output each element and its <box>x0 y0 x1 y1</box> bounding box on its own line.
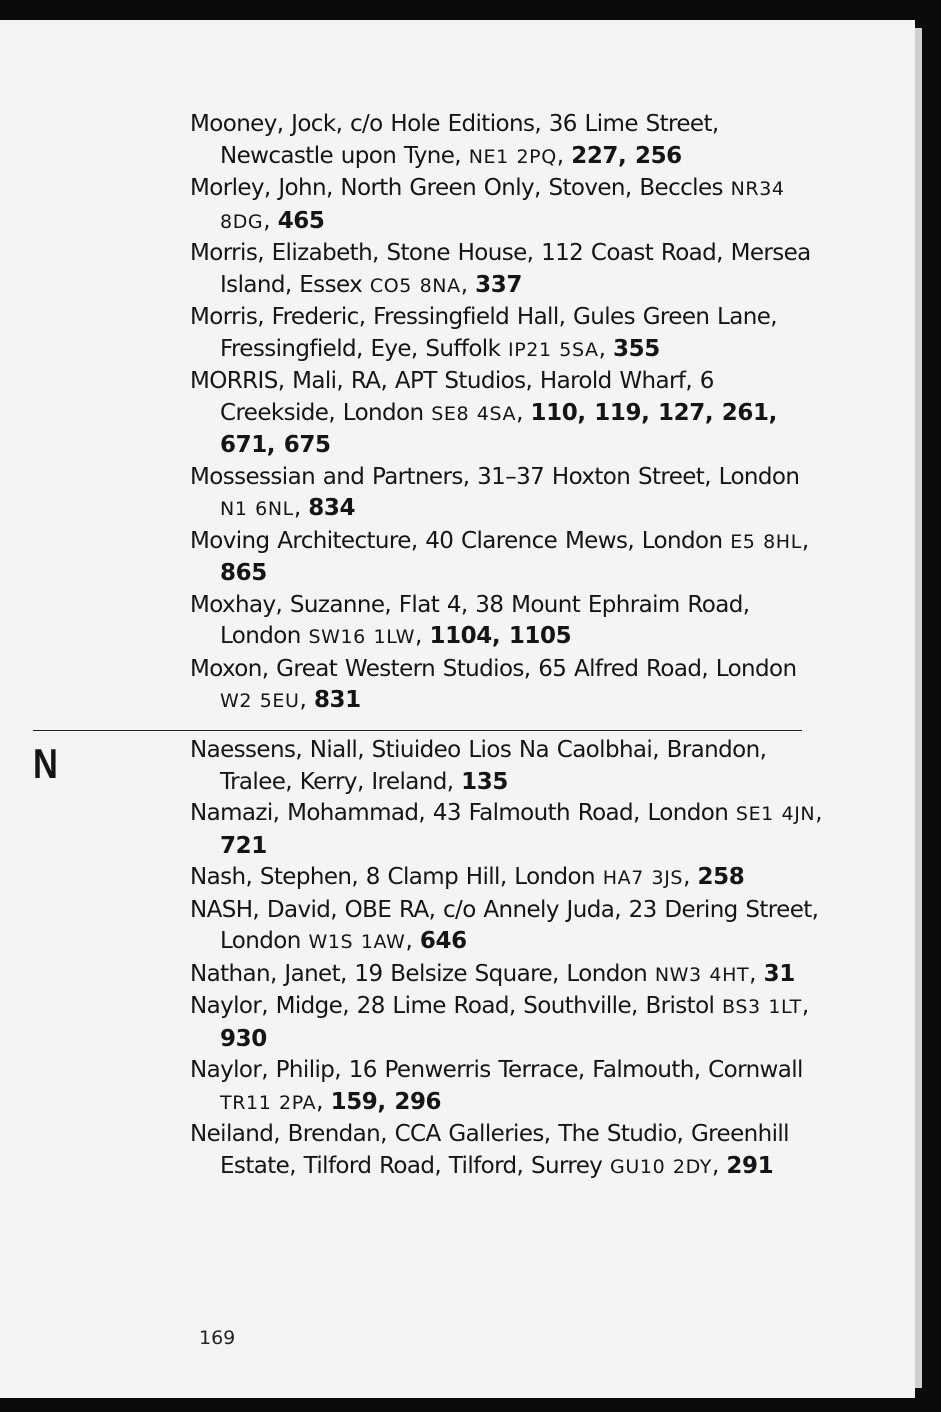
index-entry: Morris, Elizabeth, Stone House, 112 Coast Road, Mersea Island, Essex CO5 8NA, 337 <box>190 240 811 298</box>
entry-pages: 465 <box>277 207 325 234</box>
entry-pages: 337 <box>475 271 522 298</box>
entry-text: Naylor, Philip, 16 Penwerris Terrace, Falmouth, Cornwall <box>190 1057 803 1083</box>
entry-pages: 865 <box>220 560 267 586</box>
entry-text: Morris, Frederic, Fressingfield Hall, Gules Green Lane, Fressingfield, Eye, Suffolk <box>190 304 778 362</box>
entry-postcode: SE8 4SA <box>431 402 517 425</box>
entry-pages: 291 <box>726 1152 774 1179</box>
index-entry: Naylor, Philip, 16 Penwerris Terrace, Falmouth, Cornwall TR11 2PA, 159, 296 <box>190 1057 803 1115</box>
entry-pages: 31 <box>763 960 795 987</box>
index-entry: Neiland, Brendan, CCA Galleries, The Studio, Greenhill Estate, Tilford Road, Tilford, Surrey GU10 2DY, 291 <box>190 1121 789 1179</box>
section-letter: N <box>33 740 58 787</box>
entry-pages: 834 <box>308 495 356 521</box>
entry-text: Neiland, Brendan, CCA Galleries, The Studio, Greenhill Estate, Tilford Road, Tilford, Surrey <box>190 1121 789 1179</box>
index-entry: Nash, Stephen, 8 Clamp Hill, London HA7 3JS, 258 <box>190 864 745 890</box>
entry-postcode: GU10 2DY <box>610 1155 712 1178</box>
entry-postcode: BS3 1LT <box>722 996 802 1018</box>
index-entry: MORRIS, Mali, RA, APT Studios, Harold Wharf, 6 Creekside, London SE8 4SA, 110, 119, 127, 261, 671, 675 <box>190 368 777 458</box>
entry-text: Moving Architecture, 40 Clarence Mews, London <box>190 527 723 554</box>
entry-text: NASH, David, OBE RA, c/o Annely Juda, 23 Dering Street, London <box>190 896 819 954</box>
entry-pages: 721 <box>220 832 267 859</box>
section-n-entries <box>190 735 830 1183</box>
entry-text: Mossessian and Partners, 31–37 Hoxton Street, London <box>190 463 800 490</box>
entry-pages: 831 <box>313 687 361 713</box>
entry-text: Naessens, Niall, Stiuideo Lios Na Caolbhai, Brandon, Tralee, Kerry, Ireland, <box>190 737 767 795</box>
section-m-entries <box>190 109 830 718</box>
entry-postcode: W2 5EU <box>220 690 300 712</box>
section-divider <box>33 730 802 731</box>
index-entry: Morris, Frederic, Fressingfield Hall, Gules Green Lane, Fressingfield, Eye, Suffolk IP21 5SA, 355 <box>190 304 778 362</box>
index-entry: Namazi, Mohammad, 43 Falmouth Road, London SE1 4JN, 721 <box>190 800 822 859</box>
entry-text: Namazi, Mohammad, 43 Falmouth Road, London <box>190 800 729 826</box>
entry-text: Mooney, Jock, c/o Hole Editions, 36 Lime Street, Newcastle upon Tyne, <box>190 111 719 169</box>
index-entry: Mooney, Jock, c/o Hole Editions, 36 Lime Street, Newcastle upon Tyne, NE1 2PQ, 227, 256 <box>190 111 719 169</box>
entry-text: Moxon, Great Western Studios, 65 Alfred Road, London <box>190 655 797 682</box>
entry-pages: 110, 119, 127, 261, 671, 675 <box>220 399 777 458</box>
entry-pages: 159, 296 <box>330 1088 442 1115</box>
page-edge <box>915 28 922 1388</box>
entry-postcode: CO5 8NA <box>369 274 461 297</box>
entry-postcode: TR11 2PA <box>220 1091 317 1114</box>
entry-pages: 227, 256 <box>571 142 682 169</box>
index-entry <box>190 735 830 798</box>
entry-text: MORRIS, Mali, RA, APT Studios, Harold Wharf, 6 Creekside, London <box>190 368 714 426</box>
entry-postcode: W1S 1AW <box>308 931 406 953</box>
index-entry: Moxhay, Suzanne, Flat 4, 38 Mount Ephraim Road, London SW16 1LW, 1104, 1105 <box>190 591 750 649</box>
entry-postcode: SW16 1LW <box>308 626 416 648</box>
index-entry: Moving Architecture, 40 Clarence Mews, London E5 8HL, 865 <box>190 527 809 586</box>
entry-pages: 355 <box>613 335 660 362</box>
index-entry: Moxon, Great Western Studios, 65 Alfred Road, London W2 5EU, 831 <box>190 655 797 713</box>
entry-text: Morley, John, North Green Only, Stoven, Beccles <box>190 175 723 201</box>
entry-pages: 930 <box>220 1025 267 1052</box>
entry-postcode: IP21 5SA <box>508 338 599 361</box>
entry-postcode: HA7 3JS <box>602 867 684 889</box>
entry-pages: 135 <box>461 768 508 795</box>
page-number: 169 <box>199 1327 236 1349</box>
entry-text: Naylor, Midge, 28 Lime Road, Southville, Bristol <box>190 993 715 1019</box>
entry-postcode: NW3 4HT <box>654 963 750 986</box>
entry-postcode: NE1 2PQ <box>468 145 557 168</box>
entry-postcode: N1 6NL <box>220 498 294 520</box>
entry-text: Morris, Elizabeth, Stone House, 112 Coast Road, Mersea Island, Essex <box>190 240 811 298</box>
entry-text: Nash, Stephen, 8 Clamp Hill, London <box>190 864 595 890</box>
entry-postcode: E5 8HL <box>730 530 802 553</box>
entry-text: Nathan, Janet, 19 Belsize Square, London <box>190 960 648 987</box>
index-entry: NASH, David, OBE RA, c/o Annely Juda, 23 Dering Street, London W1S 1AW, 646 <box>190 896 819 954</box>
entry-pages: 1104, 1105 <box>429 623 572 649</box>
index-entry: Naylor, Midge, 28 Lime Road, Southville, Bristol BS3 1LT, 930 <box>190 993 809 1052</box>
entry-text: Moxhay, Suzanne, Flat 4, 38 Mount Ephraim Road, London <box>190 591 750 649</box>
entry-pages: 646 <box>419 928 467 954</box>
index-entry: Mossessian and Partners, 31–37 Hoxton Street, London N1 6NL, 834 <box>190 463 800 521</box>
book-page <box>0 20 915 1398</box>
entry-postcode: NR34 8DG <box>220 178 785 233</box>
index-entry: Morley, John, North Green Only, Stoven, Beccles NR34 8DG, 465 <box>190 175 785 234</box>
index-entry: Nathan, Janet, 19 Belsize Square, London NW3 4HT, 31 <box>190 960 795 987</box>
entry-postcode: SE1 4JN <box>735 803 816 825</box>
entry-pages: 258 <box>697 864 745 890</box>
